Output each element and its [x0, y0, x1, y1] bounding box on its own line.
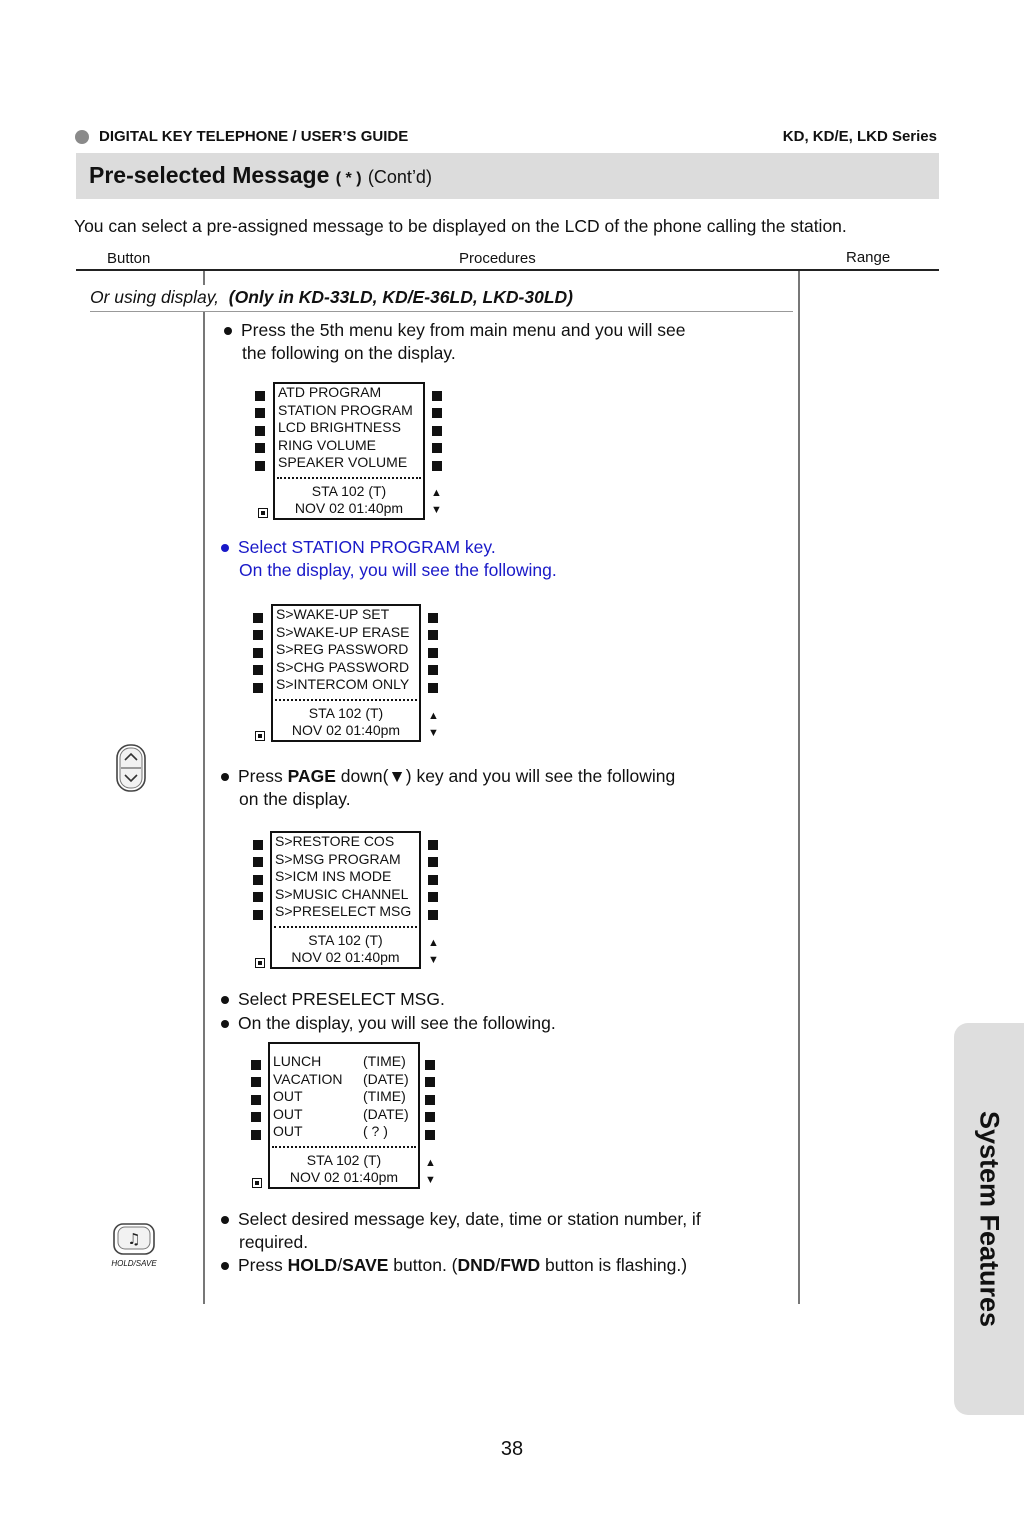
- message-name: OUT: [273, 1105, 303, 1122]
- step-1-text: Press the 5th menu key from main menu and you will see: [241, 320, 686, 340]
- bullet-icon: [221, 773, 229, 781]
- save-label: SAVE: [342, 1255, 389, 1275]
- guide-title: DIGITAL KEY TELEPHONE / USER’S GUIDE: [99, 128, 409, 145]
- step-4-text: Select PRESELECT MSG.: [238, 989, 445, 1009]
- lcd-row: [270, 1106, 418, 1124]
- bullet-dot-icon: [75, 130, 89, 144]
- lcd-display-4: [268, 1042, 420, 1189]
- menu-key-icon[interactable]: [425, 1130, 435, 1140]
- menu-key-icon[interactable]: [253, 630, 263, 640]
- lcd-line: S>INTERCOM ONLY: [276, 676, 410, 692]
- lcd-line: S>CHG PASSWORD: [276, 658, 410, 675]
- bullet-icon: [221, 1020, 229, 1028]
- menu-key-icon[interactable]: [428, 613, 438, 623]
- lcd-station: STA 102 (T): [308, 931, 383, 948]
- column-procedures: Procedures: [459, 250, 536, 267]
- step-7-post: button is flashing.): [540, 1255, 688, 1275]
- menu-key-icon[interactable]: [253, 875, 263, 885]
- message-name: LUNCH: [273, 1053, 322, 1069]
- menu-key-icon[interactable]: [251, 1060, 261, 1070]
- title-star: ( * ): [335, 170, 362, 187]
- scroll-down-arrow-icon[interactable]: ▼: [425, 1174, 436, 1186]
- menu-key-icon[interactable]: [432, 461, 442, 471]
- message-param: (DATE): [363, 1070, 409, 1087]
- menu-key-icon[interactable]: [253, 613, 263, 623]
- message-name: OUT: [273, 1088, 303, 1104]
- lcd-line: S>ICM INS MODE: [275, 868, 392, 884]
- step-7: [221, 1254, 687, 1277]
- lcd-display-1: [273, 382, 425, 520]
- bullet-icon: [221, 1216, 229, 1224]
- step-2-text-2: On the display, you will see the following.: [239, 560, 557, 580]
- lcd-line: S>PRESELECT MSG: [275, 903, 412, 919]
- guide-header: [75, 128, 408, 145]
- section-title: [89, 162, 432, 189]
- menu-key-icon[interactable]: [253, 683, 263, 693]
- lcd-datetime: NOV 02 01:40pm: [289, 1169, 399, 1185]
- menu-key-icon[interactable]: [428, 840, 438, 850]
- menu-key-icon[interactable]: [253, 910, 263, 920]
- menu-key-icon[interactable]: [428, 857, 438, 867]
- bullet-icon: [221, 544, 229, 552]
- step-5: [221, 1012, 556, 1035]
- menu-key-icon[interactable]: [255, 461, 265, 471]
- menu-key-icon[interactable]: [428, 892, 438, 902]
- menu-key-icon[interactable]: [425, 1077, 435, 1087]
- step-6: [221, 1208, 701, 1254]
- column-range: Range: [846, 249, 891, 266]
- menu-key-icon[interactable]: [251, 1077, 261, 1087]
- menu-key-icon[interactable]: [251, 1130, 261, 1140]
- lcd-line: STATION PROGRAM: [278, 401, 413, 418]
- svg-text:♫: ♫: [127, 1230, 141, 1248]
- lcd-row: [270, 1071, 418, 1089]
- step-7-text: Press: [238, 1255, 288, 1275]
- menu-key-icon[interactable]: [428, 875, 438, 885]
- message-param: ( ? ): [363, 1123, 388, 1139]
- fwd-label: FWD: [500, 1255, 541, 1275]
- soft-button-icon[interactable]: [252, 1178, 262, 1188]
- lcd-display-3: [270, 831, 421, 969]
- menu-key-icon[interactable]: [425, 1060, 435, 1070]
- menu-key-icon[interactable]: [251, 1095, 261, 1105]
- scroll-down-arrow-icon[interactable]: ▼: [428, 727, 439, 739]
- menu-key-icon[interactable]: [425, 1095, 435, 1105]
- lcd-line: S>REG PASSWORD: [276, 641, 409, 657]
- lcd-datetime: NOV 02 01:40pm: [291, 722, 401, 738]
- title-text: Pre-selected Message: [89, 162, 330, 188]
- sub-rule: [90, 311, 793, 312]
- lcd-line: ATD PROGRAM: [278, 384, 382, 400]
- side-tab-label: System Features: [974, 1110, 1005, 1328]
- step-4: [221, 988, 445, 1011]
- message-name: VACATION: [273, 1070, 343, 1087]
- scroll-up-arrow-icon[interactable]: ▲: [428, 710, 439, 722]
- page-updown-key-icon: [114, 742, 148, 799]
- lcd-row: [270, 1088, 418, 1106]
- menu-key-icon[interactable]: [425, 1112, 435, 1122]
- scroll-down-arrow-icon[interactable]: ▼: [431, 504, 442, 516]
- lcd-separator: [272, 1146, 416, 1148]
- bullet-icon: [221, 1262, 229, 1270]
- step-1-text-2: the following on the display.: [242, 343, 456, 363]
- table-top-rule: [76, 269, 939, 271]
- lcd-row: [270, 1053, 418, 1071]
- column-button: Button: [107, 250, 151, 267]
- lcd-line: S>RESTORE COS: [275, 833, 395, 849]
- column-divider-right: [798, 271, 800, 1304]
- bullet-icon: [221, 996, 229, 1004]
- slash: /: [495, 1255, 501, 1275]
- dnd-label: DND: [457, 1255, 496, 1275]
- column-divider-top: [203, 271, 205, 285]
- section-title-bar: [76, 153, 939, 199]
- message-name: OUT: [273, 1123, 303, 1139]
- menu-key-icon[interactable]: [251, 1112, 261, 1122]
- menu-key-icon[interactable]: [253, 840, 263, 850]
- step-2-text: Select STATION PROGRAM key.: [238, 537, 496, 557]
- scroll-up-arrow-icon[interactable]: ▲: [431, 487, 442, 499]
- menu-key-icon[interactable]: [255, 443, 265, 453]
- step-6-text-2: required.: [239, 1232, 309, 1252]
- menu-key-icon[interactable]: [255, 391, 265, 401]
- lcd-datetime: NOV 02 01:40pm: [294, 500, 404, 516]
- scroll-up-arrow-icon[interactable]: ▲: [425, 1157, 436, 1169]
- lcd-datetime: NOV 02 01:40pm: [291, 949, 400, 965]
- menu-key-icon[interactable]: [255, 426, 265, 436]
- lcd-line: RING VOLUME: [278, 436, 377, 453]
- menu-key-icon[interactable]: [428, 665, 438, 675]
- column-divider-left: [203, 312, 205, 1304]
- menu-key-icon[interactable]: [428, 630, 438, 640]
- step-1: [224, 319, 686, 365]
- lcd-separator: [277, 477, 421, 479]
- series-label: KD, KD/E, LKD Series: [782, 128, 937, 145]
- soft-button-icon[interactable]: [255, 958, 265, 968]
- lcd-station: STA 102 (T): [306, 1151, 382, 1168]
- lcd-row: [270, 1123, 418, 1141]
- title-cont: (Cont’d): [367, 167, 432, 187]
- display-note: [90, 287, 573, 308]
- lcd-line: S>WAKE-UP SET: [276, 606, 390, 622]
- step-3-text-2: on the display.: [239, 789, 351, 809]
- step-6-text: Select desired message key, date, time or station number, if: [238, 1209, 701, 1229]
- lcd-separator: [274, 926, 417, 928]
- display-note-prefix: Or using display,: [90, 287, 220, 307]
- step-7-mid: button. (: [388, 1255, 458, 1275]
- menu-key-icon[interactable]: [432, 443, 442, 453]
- lcd-line: SPEAKER VOLUME: [278, 454, 408, 470]
- scroll-up-arrow-icon[interactable]: ▲: [428, 937, 439, 949]
- lcd-station: STA 102 (T): [308, 704, 384, 721]
- step-2: [221, 536, 557, 582]
- scroll-down-arrow-icon[interactable]: ▼: [428, 954, 439, 966]
- menu-key-icon[interactable]: [428, 648, 438, 658]
- lcd-station: STA 102 (T): [311, 482, 387, 499]
- menu-key-icon[interactable]: [253, 857, 263, 867]
- soft-button-icon[interactable]: [258, 508, 268, 518]
- display-note-models: (Only in KD-33LD, KD/E-36LD, LKD-30LD): [228, 287, 573, 307]
- menu-key-icon[interactable]: [432, 408, 442, 418]
- lcd-display-2: [271, 604, 421, 742]
- menu-key-icon[interactable]: [428, 683, 438, 693]
- bullet-icon: [224, 327, 232, 335]
- step-3: [221, 765, 675, 811]
- page-key-label: PAGE: [287, 766, 336, 786]
- lcd-line: S>MSG PROGRAM: [275, 850, 401, 867]
- page-number: 38: [500, 1438, 524, 1460]
- lcd-line: S>WAKE-UP ERASE: [276, 623, 410, 640]
- menu-key-icon[interactable]: [255, 408, 265, 418]
- intro-text: You can select a pre-assigned message to be displayed on the LCD of the phone calling the station.: [74, 216, 847, 236]
- hold-save-key-icon: [108, 1222, 160, 1268]
- slash: /: [337, 1255, 343, 1275]
- message-param: (TIME): [363, 1088, 406, 1104]
- menu-key-icon[interactable]: [253, 648, 263, 658]
- step-5-text: On the display, you will see the following.: [238, 1013, 556, 1033]
- step-3-text: Press: [238, 766, 288, 786]
- lcd-separator: [275, 699, 417, 701]
- menu-key-icon[interactable]: [253, 892, 263, 902]
- hold-label: HOLD: [287, 1255, 338, 1275]
- lcd-line: LCD BRIGHTNESS: [278, 419, 401, 435]
- menu-key-icon[interactable]: [253, 665, 263, 675]
- menu-key-icon[interactable]: [432, 391, 442, 401]
- message-param: (DATE): [363, 1105, 409, 1122]
- step-3-text-b: down(▼) key and you will see the following: [335, 766, 676, 786]
- soft-button-icon[interactable]: [255, 731, 265, 741]
- lcd-line: S>MUSIC CHANNEL: [275, 885, 409, 902]
- hold-save-label: HOLD/SAVE: [111, 1259, 157, 1268]
- message-param: (TIME): [363, 1053, 406, 1069]
- menu-key-icon[interactable]: [432, 426, 442, 436]
- side-tab: [954, 1023, 1024, 1415]
- menu-key-icon[interactable]: [428, 910, 438, 920]
